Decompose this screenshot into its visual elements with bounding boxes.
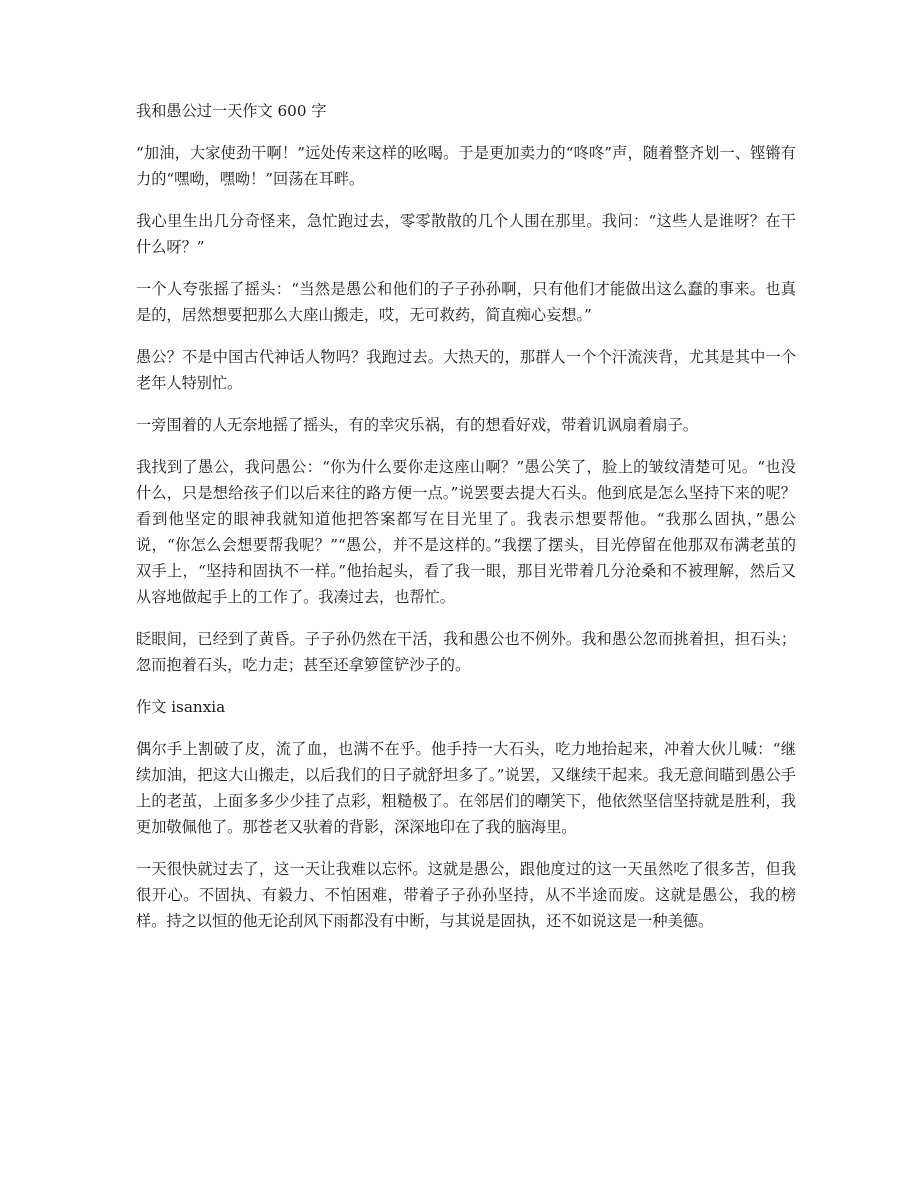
paragraph: 一旁围着的人无奈地摇了摇头，有的幸灾乐祸，有的想看好戏，带着讥讽扇着扇子。: [136, 416, 698, 434]
source-note: 作文 isanxia: [136, 698, 226, 716]
paragraph: 我心里生出几分奇怪来，急忙跑过去，零零散散的几个人围在那里。我问：“这些人是谁呀？在干什么呀？”: [136, 212, 796, 256]
paragraph: 一天很快就过去了，这一天让我难以忘怀。这就是愚公，跟他度过的这一天虽然吃了很多苦，但我很开心。不固执、有毅力、不怕困难，带着子子孙孙坚持，从不半途而废。这就是愚公，我的榜样。持之以恒的他无论刮风下雨都没有中断，与其说是固执，还不如说这是一种美德。: [136, 860, 796, 930]
paragraph: 眨眼间，已经到了黄昏。子子孙仍然在干活，我和愚公也不例外。我和愚公忽而挑着担，担石头；忽而抱着石头，吃力走；甚至还拿箩筐铲沙子的。: [136, 630, 796, 674]
paragraph: 愚公？不是中国古代神话人物吗？我跑过去。大热天的，那群人一个个汗流浃背，尤其是其中一个老年人特别忙。: [136, 348, 796, 392]
paragraph: “加油，大家使劲干啊！”远处传来这样的吆喝。于是更加卖力的“咚咚”声，随着整齐划一、铿锵有力的“嘿呦，嘿呦！”回荡在耳畔。: [136, 144, 796, 188]
paragraph: 一个人夸张摇了摇头：“当然是愚公和他们的子子孙孙啊，只有他们才能做出这么蠢的事来。也真是的，居然想要把那么大座山搬走，哎，无可救药，简直痴心妄想。”: [136, 280, 796, 324]
document-title: 我和愚公过一天作文 600 字: [136, 102, 327, 120]
paragraph: 我找到了愚公，我问愚公：“你为什么要你走这座山啊？”愚公笑了，脸上的皱纹清楚可见。“也没什么，只是想给孩子们以后来往的路方便一点。”说罢要去提大石头。他到底是怎么坚持下来的呢？看到他坚定的眼神我就知道他把答案都写在目光里了。我表示想要帮他。“我那么固执，”愚公说，“你怎么会想要帮我呢？”“愚公，并不是这样的。”我摆了摆头，目光停留在他那双布满老茧的双手上，“坚持和固执不一样。”他抬起头，看了我一眼，那目光带着几分沧桑和不被理解，然后又从容地做起手上的工作了。我凑过去，也帮忙。: [136, 458, 796, 606]
document-body: [136, 98, 796, 950]
paragraph: 偶尔手上割破了皮，流了血，也满不在乎。他手持一大石头，吃力地抬起来，冲着大伙儿喊：“继续加油，把这大山搬走，以后我们的日子就舒坦多了。”说罢，又继续干起来。我无意间瞄到愚公手上的老茧，上面多多少少挂了点彩，粗糙极了。在邻居们的嘲笑下，他依然坚信坚持就是胜利，我更加敬佩他了。那苍老又驮着的背影，深深地印在了我的脑海里。: [136, 740, 796, 836]
